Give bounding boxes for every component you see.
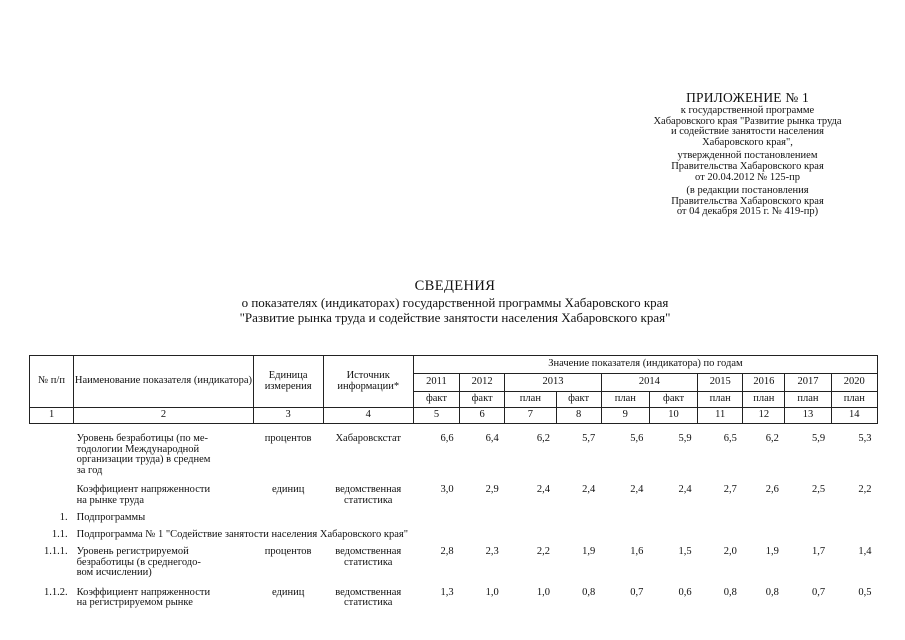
row-number: 1.1.1. <box>44 546 68 557</box>
header-unit: Единица измерения <box>253 356 323 408</box>
document-title: СВЕДЕНИЯ <box>414 278 496 294</box>
appendix-line: к государственной программе <box>680 105 815 116</box>
row-source: Хабаровскстат <box>335 433 401 444</box>
row-value: 1,9 <box>582 546 596 557</box>
row-value: 2,2 <box>536 546 551 557</box>
row-value: 2,0 <box>723 546 737 557</box>
row-value: 6,5 <box>723 433 737 444</box>
column-number: 3 <box>253 408 323 424</box>
row-value: 5,3 <box>858 433 872 444</box>
row-name: Коэффициент напряженности на регистрируемом рынке <box>76 586 211 608</box>
row-value: 5,6 <box>630 433 644 444</box>
header-year: 2017 <box>785 374 831 392</box>
row-value: 5,9 <box>678 433 692 444</box>
header-year: 2012 <box>460 374 505 392</box>
row-value: 2,4 <box>536 484 551 495</box>
table-row <box>30 485 878 506</box>
row-unit: единиц <box>271 484 305 495</box>
header-year: 2014 <box>601 374 697 392</box>
column-number: 12 <box>743 408 785 424</box>
row-value: 1,5 <box>678 546 692 557</box>
appendix-line: Правительства Хабаровского края <box>671 160 824 172</box>
appendix-line: Правительства Хабаровского края <box>671 195 824 207</box>
column-number: 13 <box>785 408 831 424</box>
appendix-line: (в редакции постановления <box>686 185 809 197</box>
table-row <box>30 434 878 476</box>
row-value: 6,4 <box>485 433 499 444</box>
header-kind: план <box>785 392 831 408</box>
row-value: 2,3 <box>485 546 499 557</box>
header-name: Наименование показателя (индикатора) <box>74 356 254 408</box>
row-value: 1,3 <box>440 586 454 598</box>
header-kind: план <box>743 392 785 408</box>
header-year: 2013 <box>505 374 601 392</box>
column-number: 4 <box>323 408 413 424</box>
row-name: Подпрограмма № 1 "Содействие занятости населения Хабаровского края" <box>76 528 409 540</box>
row-value: 2,7 <box>723 484 737 495</box>
appendix-line: Хабаровского края "Развитие рынка труда <box>653 115 842 127</box>
row-number <box>30 485 74 506</box>
header-kind: план <box>505 392 556 408</box>
appendix-line: Хабаровского края", <box>702 136 793 148</box>
row-number <box>30 434 74 476</box>
appendix-title: ПРИЛОЖЕНИЕ № 1 <box>686 90 809 105</box>
row-value: 1,4 <box>858 546 872 557</box>
appendix-block <box>620 90 875 218</box>
column-number: 6 <box>460 408 505 424</box>
row-value: 2,6 <box>765 484 779 495</box>
row-value: 3,0 <box>440 484 454 495</box>
appendix-line: утвержденной постановлением <box>677 150 818 162</box>
row-value: 6,6 <box>440 433 454 444</box>
column-number: 7 <box>505 408 556 424</box>
column-number: 10 <box>649 408 697 424</box>
row-value: 2,8 <box>440 546 454 557</box>
row-value: 1,9 <box>765 546 779 557</box>
row-value: 0,8 <box>723 586 737 598</box>
row-value: 5,7 <box>582 433 596 444</box>
row-value: 1,0 <box>536 586 551 598</box>
row-value: 2,4 <box>678 484 692 495</box>
header-year: 2011 <box>413 374 459 392</box>
header-kind: факт <box>556 392 601 408</box>
row-value: 2,9 <box>485 484 499 495</box>
column-number: 9 <box>601 408 649 424</box>
header-year: 2020 <box>831 374 877 392</box>
row-number: 1.1. <box>51 528 68 540</box>
row-value: 0,7 <box>811 586 826 598</box>
row-name: Коэффициент напряженности на рынке труда <box>76 484 211 506</box>
row-source: ведомственная статистика <box>335 586 402 608</box>
header-kind: план <box>698 392 743 408</box>
table-row <box>30 530 878 541</box>
header-year: 2016 <box>743 374 785 392</box>
table-row <box>30 513 878 524</box>
column-number: 11 <box>698 408 743 424</box>
row-value: 0,8 <box>582 586 596 598</box>
table-row <box>30 547 878 579</box>
header-year: 2015 <box>698 374 743 392</box>
column-number: 14 <box>831 408 877 424</box>
row-value: 6,2 <box>765 433 779 444</box>
header-kind: факт <box>649 392 697 408</box>
header-num: № п/п <box>30 356 74 408</box>
appendix-line: от 04 декабря 2015 г. № 419-пр) <box>676 206 819 218</box>
row-value: 0,8 <box>765 586 779 598</box>
column-number: 5 <box>413 408 459 424</box>
appendix-line: и содействие занятости населения <box>671 126 824 138</box>
header-kind: план <box>601 392 649 408</box>
row-value: 1,0 <box>485 586 499 598</box>
row-name: Уровень регистрируемой безработицы (в среднегодо- вом исчислении) <box>76 546 201 578</box>
row-value: 0,5 <box>858 586 872 598</box>
row-number: 1.1.2. <box>44 586 68 598</box>
row-value: 2,5 <box>811 484 826 495</box>
column-number: 2 <box>74 408 254 424</box>
header-kind: факт <box>460 392 505 408</box>
row-value: 1,6 <box>630 546 644 557</box>
row-value: 5,9 <box>811 433 826 444</box>
row-value: 2,4 <box>582 484 596 495</box>
row-unit: единиц <box>271 586 305 598</box>
column-number: 8 <box>556 408 601 424</box>
document-subtitle: о показателях (индикаторах) государственной программы Хабаровского края <box>241 295 669 310</box>
row-source: ведомственная статистика <box>335 484 402 506</box>
row-value: 0,6 <box>678 586 692 598</box>
row-value: 2,4 <box>630 484 644 495</box>
header-kind: факт <box>413 392 459 408</box>
header-kind: план <box>831 392 877 408</box>
header-source: Источник информации* <box>323 356 413 408</box>
header-values-group: Значение показателя (индикатора) по годам <box>413 356 877 374</box>
row-value: 0,7 <box>630 586 644 598</box>
document-subtitle: "Развитие рынка труда и содействие занятости населения Хабаровского края" <box>239 310 671 325</box>
row-value: 2,2 <box>858 484 872 495</box>
row-unit: процентов <box>264 546 312 557</box>
row-number: 1. <box>59 512 68 523</box>
table-row <box>30 588 878 609</box>
row-name: Уровень безработицы (по ме- тодологии Международной организации труда) в среднем за год <box>76 433 211 476</box>
row-unit: процентов <box>264 433 312 444</box>
row-name: Подпрограммы <box>76 512 146 523</box>
indicators-table <box>29 355 878 609</box>
row-value: 1,7 <box>811 546 826 557</box>
row-source: ведомственная статистика <box>335 546 402 568</box>
document-heading <box>130 278 780 324</box>
appendix-line: от 20.04.2012 № 125-пр <box>695 171 800 183</box>
row-value: 6,2 <box>536 433 551 444</box>
column-number: 1 <box>30 408 74 424</box>
